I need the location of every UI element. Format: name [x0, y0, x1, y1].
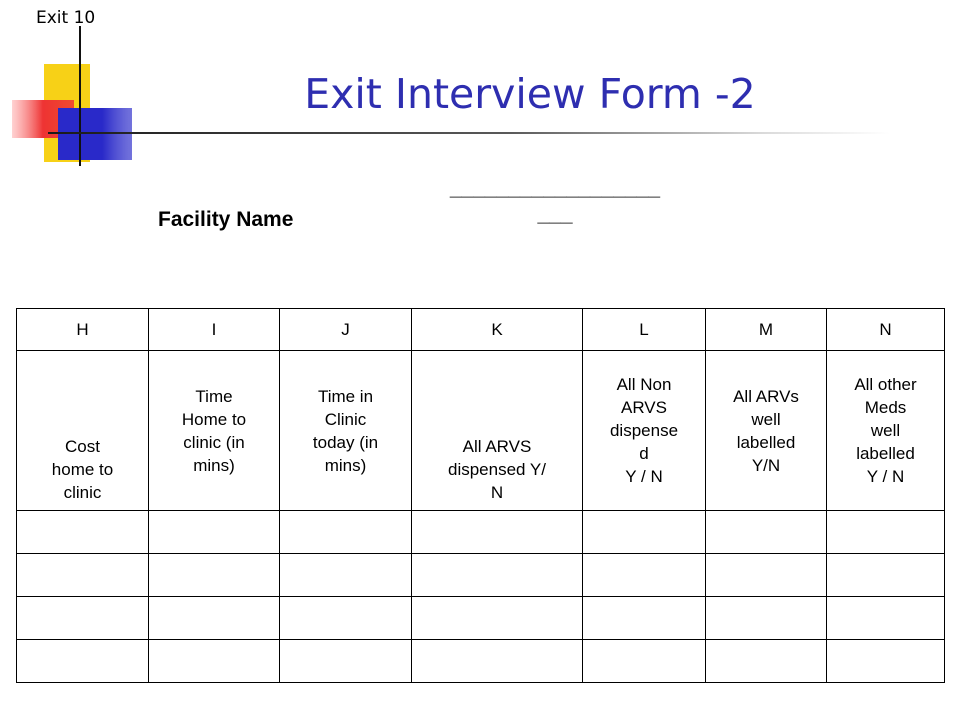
column-letter: N: [827, 309, 945, 351]
slide-number: Exit 10: [36, 8, 96, 28]
column-letter: I: [149, 309, 280, 351]
column-letter: K: [412, 309, 583, 351]
table-cell-input[interactable]: [827, 511, 945, 554]
facility-name-label: Facility Name: [158, 208, 294, 231]
table-cell-input[interactable]: [149, 597, 280, 640]
table-cell-input[interactable]: [280, 511, 412, 554]
table-cell-input[interactable]: [412, 597, 583, 640]
exit-interview-table: [16, 308, 945, 683]
table-cell-input[interactable]: [17, 554, 149, 597]
table-row: [17, 511, 945, 554]
title-underline: [48, 132, 890, 134]
column-letter-row: [17, 309, 945, 351]
column-letter: L: [583, 309, 706, 351]
table-cell-input[interactable]: [149, 511, 280, 554]
decorative-squares-logo: [0, 0, 140, 175]
table-row: [17, 640, 945, 683]
table-cell-input[interactable]: [280, 640, 412, 683]
table-cell-input[interactable]: [583, 511, 706, 554]
table-cell-input[interactable]: [280, 597, 412, 640]
column-header-all-other-meds-well-labelled: All other Meds well labelled Y / N: [827, 351, 945, 511]
table-cell-input[interactable]: [17, 511, 149, 554]
table-cell-input[interactable]: [149, 554, 280, 597]
column-header-time-home-to-clinic: Time Home to clinic (in mins): [149, 351, 280, 511]
column-header-all-non-arvs-dispensed: All Non ARVS dispense d Y / N: [583, 351, 706, 511]
table-cell-input[interactable]: [827, 640, 945, 683]
column-header-cost-home-to-clinic: Cost home to clinic: [17, 351, 149, 511]
column-letter: M: [706, 309, 827, 351]
table-cell-input[interactable]: [583, 554, 706, 597]
table-cell-input[interactable]: [827, 597, 945, 640]
table-cell-input[interactable]: [17, 597, 149, 640]
table-cell-input[interactable]: [827, 554, 945, 597]
page-title: Exit Interview Form -2: [304, 70, 756, 118]
table-cell-input[interactable]: [706, 511, 827, 554]
table-cell-input[interactable]: [706, 640, 827, 683]
table-cell-input[interactable]: [412, 554, 583, 597]
column-letter: J: [280, 309, 412, 351]
column-header-all-arvs-well-labelled: All ARVs well labelled Y/N: [706, 351, 827, 511]
table-cell-input[interactable]: [706, 597, 827, 640]
column-letter: H: [17, 309, 149, 351]
table-cell-input[interactable]: [583, 640, 706, 683]
column-header-row: [17, 351, 945, 511]
table-row: [17, 554, 945, 597]
table-cell-input[interactable]: [149, 640, 280, 683]
table-cell-input[interactable]: [706, 554, 827, 597]
table-cell-input[interactable]: [280, 554, 412, 597]
facility-name-blank[interactable]: __________________ ___: [449, 177, 661, 226]
table-row: [17, 597, 945, 640]
column-header-time-in-clinic: Time in Clinic today (in mins): [280, 351, 412, 511]
table-cell-input[interactable]: [583, 597, 706, 640]
table-cell-input[interactable]: [412, 511, 583, 554]
column-header-all-arvs-dispensed: All ARVS dispensed Y/ N: [412, 351, 583, 511]
table-cell-input[interactable]: [412, 640, 583, 683]
table-cell-input[interactable]: [17, 640, 149, 683]
